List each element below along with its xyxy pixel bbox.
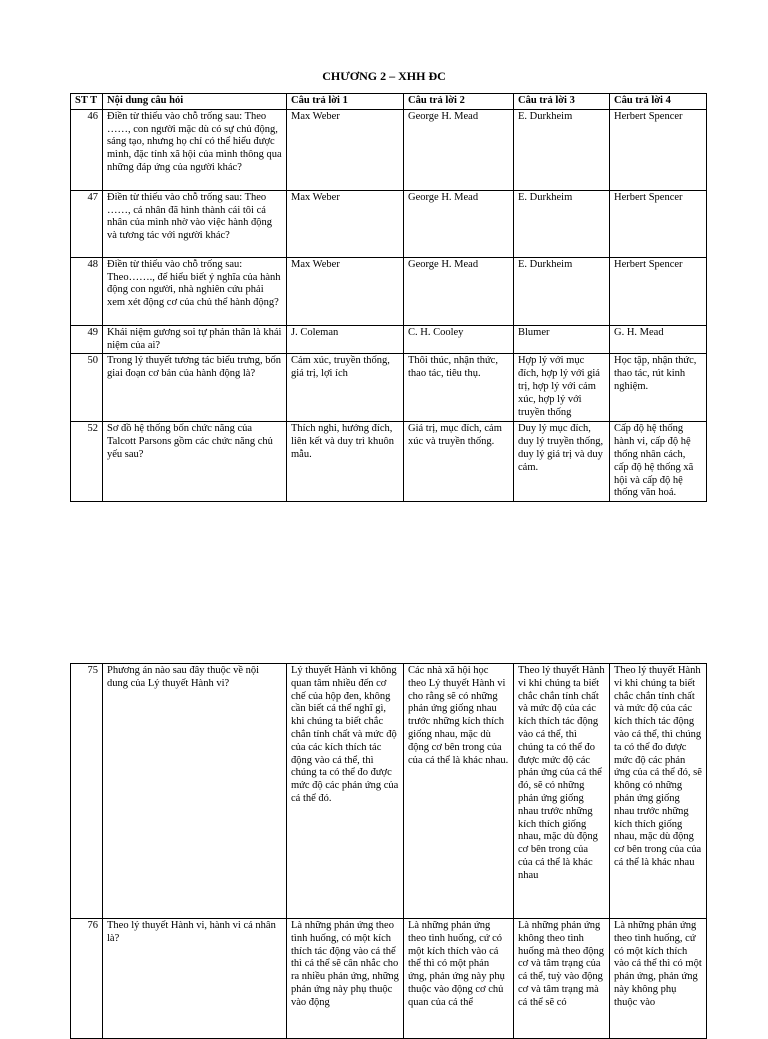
- answer-2: C. H. Cooley: [404, 325, 514, 354]
- answer-4: Học tập, nhận thức, thao tác, rút kinh nghiệm.: [610, 354, 707, 422]
- question-text: Điền từ thiếu vào chỗ trống sau: Theo ……, con người mặc dù có sự chủ động, sáng tạo, nhưng họ chỉ có thể hiểu được mình, đặc tính xã hội của mình thông qua những đáp ứng của người khác?: [103, 109, 287, 190]
- answer-3: Là những phản ứng không theo tình huống mà theo động cơ và tâm trạng của cá thể, tuỳ vào động cơ và tâm trạng mà cá thể sẽ có: [514, 919, 610, 1039]
- answer-3: Blumer: [514, 325, 610, 354]
- answer-3: Hợp lý với mục đích, hợp lý với giá trị, hợp lý với cảm xúc, hợp lý với truyền thống: [514, 354, 610, 422]
- question-text: Theo lý thuyết Hành vi, hành vi cá nhân là?: [103, 919, 287, 1039]
- answer-3: E. Durkheim: [514, 190, 610, 257]
- answer-2: George H. Mead: [404, 109, 514, 190]
- answer-2: Thôi thúc, nhận thức, thao tác, tiêu thụ.: [404, 354, 514, 422]
- header-answer-1: Câu trả lời 1: [287, 94, 404, 110]
- answer-3: Duy lý mục đích, duy lý truyền thống, duy lý giá trị và duy cảm.: [514, 422, 610, 502]
- row-number: 52: [71, 422, 103, 502]
- row-number: 76: [71, 919, 103, 1039]
- answer-2: Giá trị, mục đích, cảm xúc và truyền thống.: [404, 422, 514, 502]
- question-text: Sơ đồ hệ thống bốn chức năng của Talcott Parsons gồm các chức năng chủ yếu sau?: [103, 422, 287, 502]
- answer-1: Thích nghi, hướng đích, liên kết và duy trì khuôn mẫu.: [287, 422, 404, 502]
- row-number: 46: [71, 109, 103, 190]
- answer-1: Max Weber: [287, 190, 404, 257]
- answer-4: Herbert Spencer: [610, 190, 707, 257]
- answer-1: Max Weber: [287, 109, 404, 190]
- answer-4: Là những phản ứng theo tình huống, cứ có một kích thích vào cá thể thì có một phản ứng, phản ứng này không phụ thuộc vào: [610, 919, 707, 1039]
- row-number: 47: [71, 190, 103, 257]
- answer-1: Max Weber: [287, 257, 404, 325]
- table-row: [71, 919, 707, 1039]
- header-answer-3: Câu trả lời 3: [514, 94, 610, 110]
- answer-1: J. Coleman: [287, 325, 404, 354]
- chapter-title: CHƯƠNG 2 – XHH ĐC: [322, 69, 446, 83]
- header-answer-2: Câu trả lời 2: [404, 94, 514, 110]
- answer-4: Cấp độ hệ thống hành vi, cấp độ hệ thống nhân cách, cấp độ hệ thống xã hội và cấp độ hệ thống văn hoá.: [610, 422, 707, 502]
- answer-2: George H. Mead: [404, 190, 514, 257]
- question-table-2: [70, 663, 707, 1039]
- table-row: [71, 354, 707, 422]
- answer-1: Cảm xúc, truyền thống, giá trị, lợi ích: [287, 354, 404, 422]
- answer-3: E. Durkheim: [514, 109, 610, 190]
- table-row: [71, 422, 707, 502]
- answer-1: Là những phản ứng theo tình huống, có một kích thích tác động vào cá thể thì cá thể sẽ cân nhắc cho ra nhiều phản ứng, những phản ứng này phụ thuộc vào động: [287, 919, 404, 1039]
- answer-2: George H. Mead: [404, 257, 514, 325]
- answer-4: G. H. Mead: [610, 325, 707, 354]
- header-stt: ST T: [71, 94, 103, 110]
- question-text: Điền từ thiếu vào chỗ trống sau: Theo ……, cá nhân đã hình thành cái tôi cá nhân của mình nhờ vào việc hành động và tương tác với người khác?: [103, 190, 287, 257]
- table-row: [71, 257, 707, 325]
- question-text: Phương án nào sau đây thuộc về nội dung của Lý thuyết Hành vi?: [103, 664, 287, 919]
- header-question: Nội dung câu hỏi: [103, 94, 287, 110]
- answer-4: Herbert Spencer: [610, 109, 707, 190]
- table-header-row: [71, 94, 707, 110]
- row-number: 50: [71, 354, 103, 422]
- table-row: [71, 325, 707, 354]
- question-text: Trong lý thuyết tương tác biểu trưng, bốn giai đoạn cơ bản của hành động là?: [103, 354, 287, 422]
- table-row: [71, 109, 707, 190]
- question-text: Khái niệm gương soi tự phản thân là khái niệm của ai?: [103, 325, 287, 354]
- question-text: Điền từ thiếu vào chỗ trống sau: Theo……., để hiểu biết ý nghĩa của hành động con người, nhà nghiên cứu phải xem xét động cơ của chủ thể hành động?: [103, 257, 287, 325]
- answer-4: Herbert Spencer: [610, 257, 707, 325]
- row-number: 49: [71, 325, 103, 354]
- table-row: [71, 664, 707, 919]
- answer-1: Lý thuyết Hành vi không quan tâm nhiều đến cơ chế của hộp đen, không cần biết cá thể nghĩ gì, khi chúng ta biết chắc chắn tính chất và mức độ của các kích thích tác động vào cá thể, thì chúng ta có thể đo được mức độ các phản ứng của cá thể đó.: [287, 664, 404, 919]
- table-row: [71, 190, 707, 257]
- answer-2: Là những phản ứng theo tình huống, cứ có một kích thích vào cá thể thì có một phản ứng, phản ứng này phụ thuộc vào động cơ chủ quan của cá thể: [404, 919, 514, 1039]
- answer-3: Theo lý thuyết Hành vi khi chúng ta biết chắc chắn tính chất và mức độ của các kích thích tác động vào cá thể, thì chúng ta có thể đo được mức độ các phản ứng của cá thể đó, sẽ có những phản ứng giống nhau trước những kích thích giống nhau, mặc dù động cơ bên trong của của cá thể là khác nhau: [514, 664, 610, 919]
- header-answer-4: Câu trả lời 4: [610, 94, 707, 110]
- answer-3: E. Durkheim: [514, 257, 610, 325]
- row-number: 75: [71, 664, 103, 919]
- question-table-1: [70, 93, 707, 502]
- answer-2: Các nhà xã hội học theo Lý thuyết Hành vi cho rằng sẽ có những phản ứng giống nhau trước những kích thích giống nhau, mặc dù động cơ bên trong của của cá thể là khác nhau.: [404, 664, 514, 919]
- answer-4: Theo lý thuyết Hành vi khi chúng ta biết chắc chắn tính chất và mức độ của các kích thích tác động vào cá thể, thì chúng ta có thể đo được mức độ các phản ứng của cá thể đó, sẽ không có những phản ứng giống nhau trước những kích thích giống nhau, mặc dù động cơ bên trong của của cá thể là khác nhau: [610, 664, 707, 919]
- row-number: 48: [71, 257, 103, 325]
